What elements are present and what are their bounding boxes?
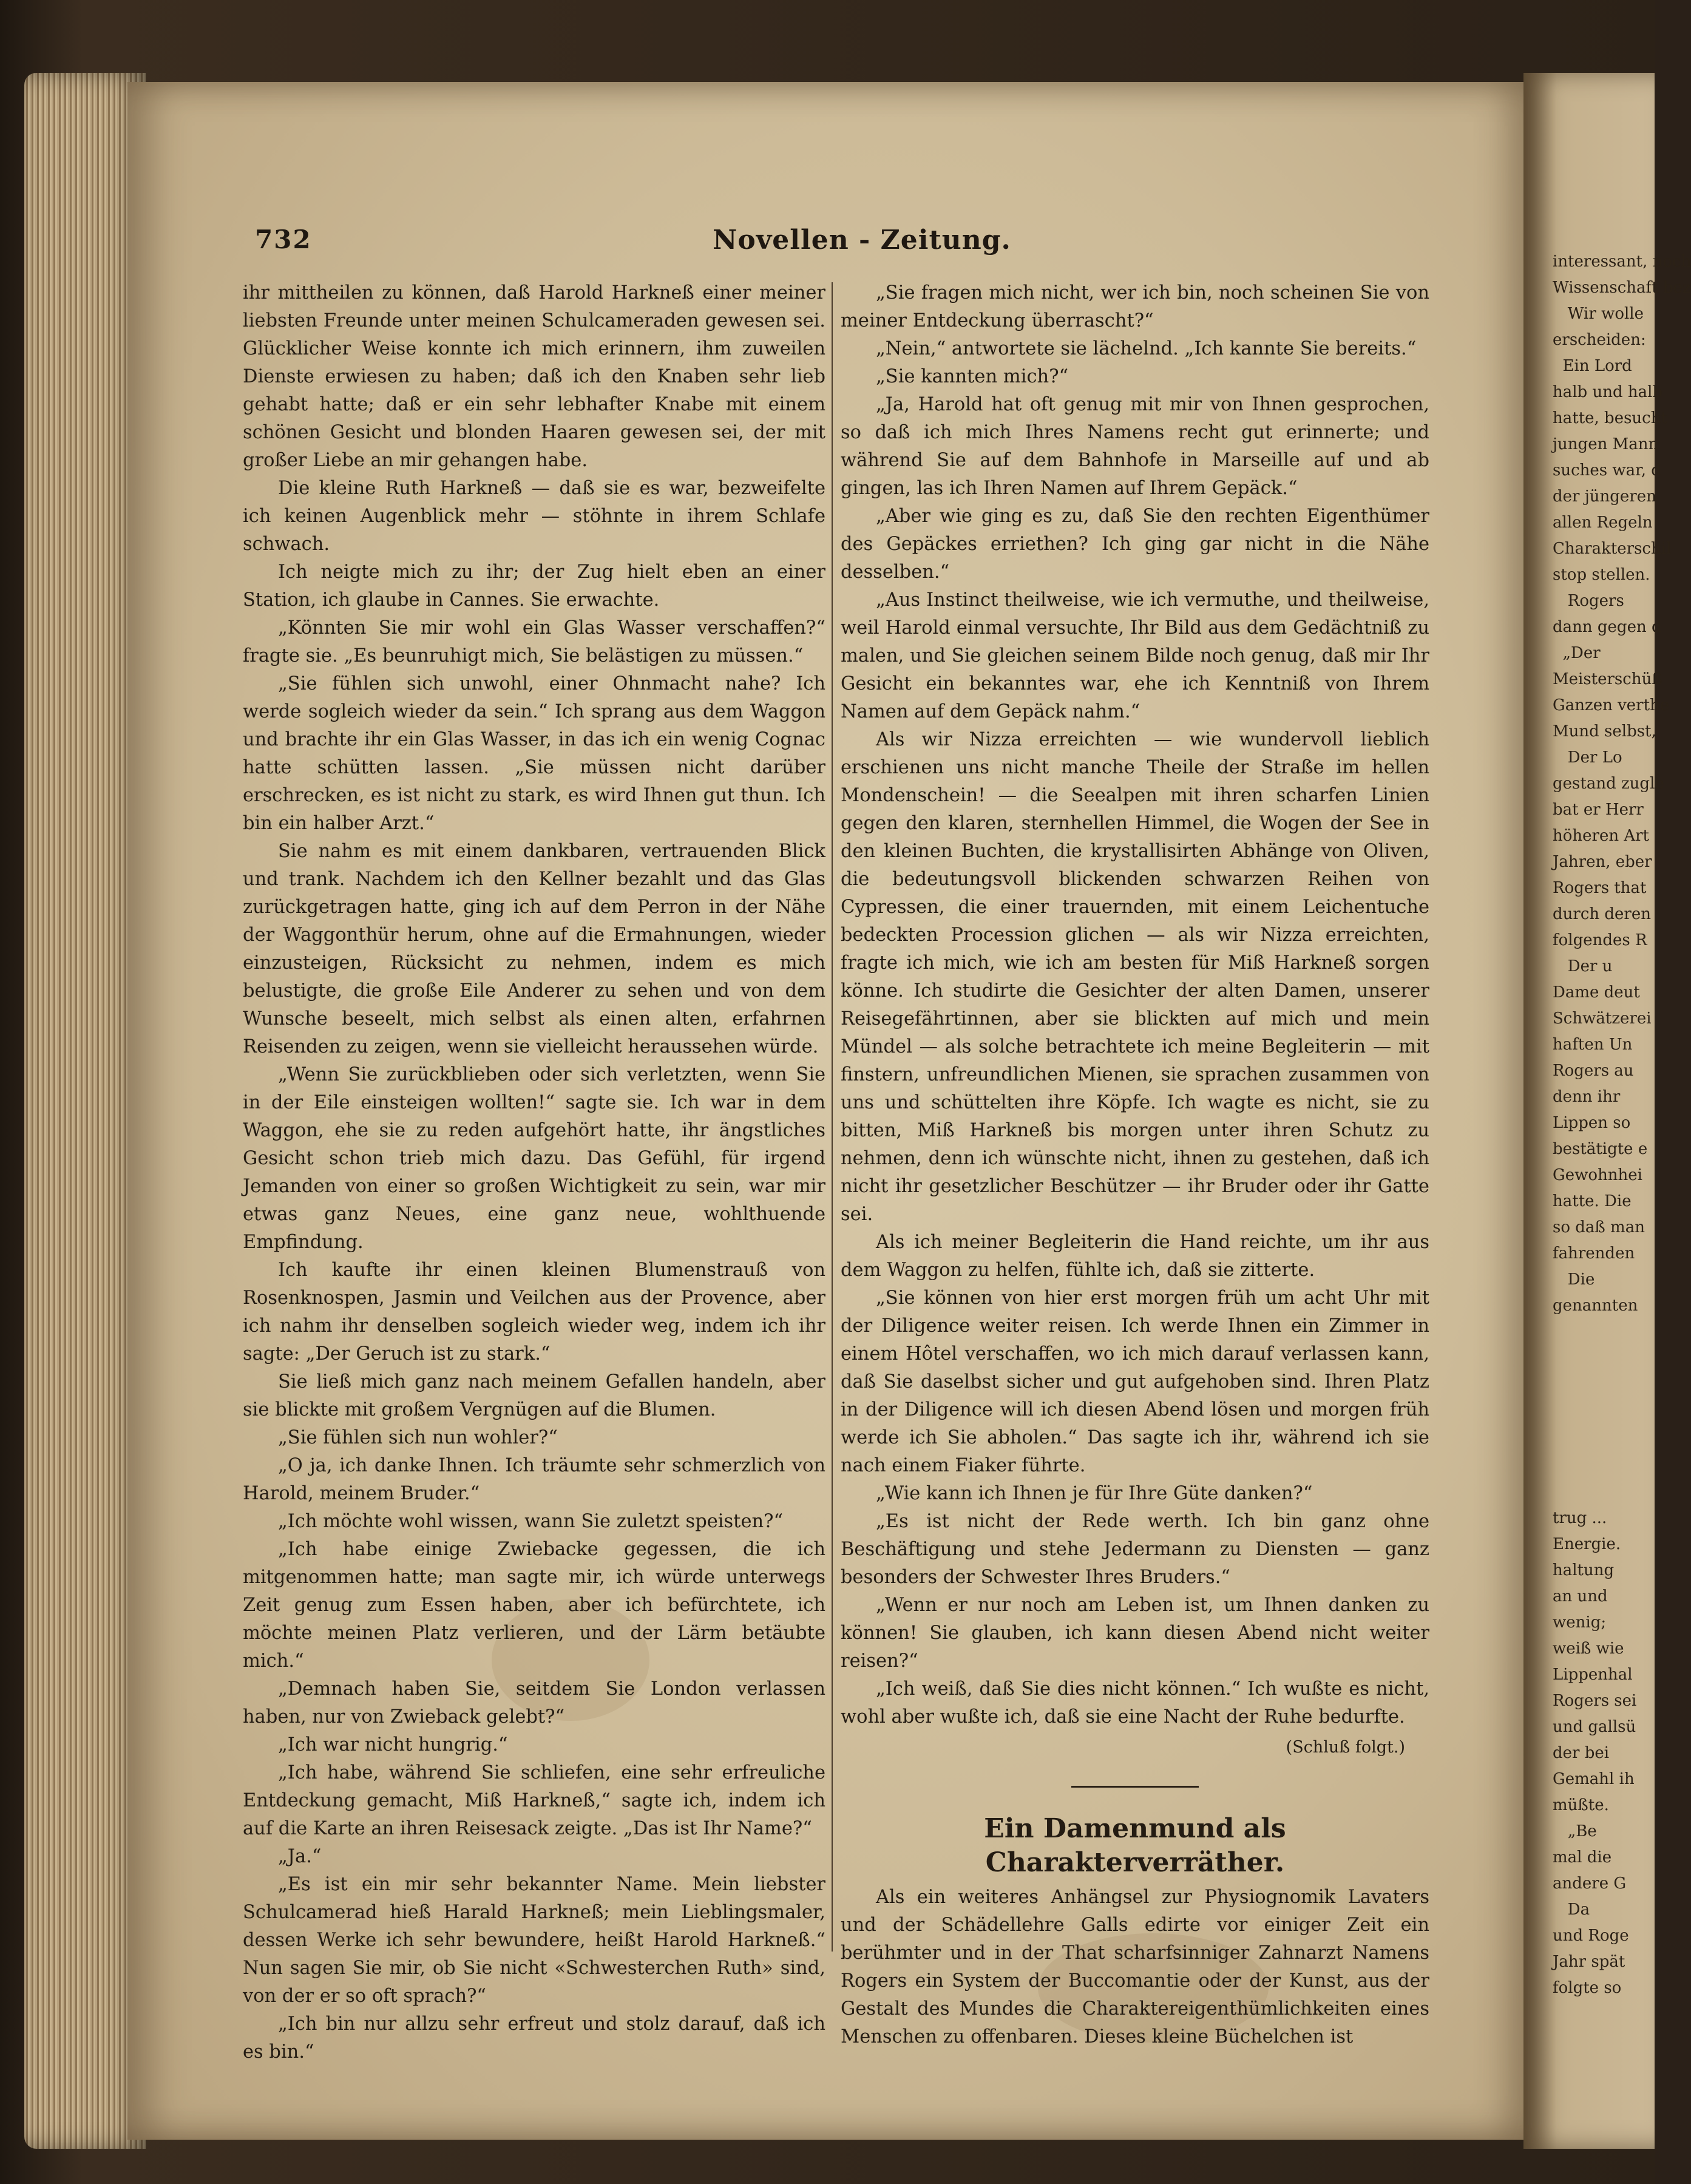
next-page-text-top: interessant, noch Wissenschaft bez Wir wolle erscheiden: Ein Lord halb und halb hatte, besucht jungen Mann suches war, d der jüngeren allen Regeln Charakterschil stop stellen. Rogers dann gegen d „Der Meisterschüß Ganzen verthe Mund selbst, Der Lo gestand zugle bat er Herr höheren Art Jahren, eber Rogers that durch deren folgendes R Der u Dame deut Schwätzerei haften Un Rogers au denn ihr Lippen so bestätigte e Gewohnhei hatte. Die so daß man fahrenden Die genannten xyxy=(1553,253,1691,1315)
paragraph: „Sie können von hier erst morgen früh um acht Uhr mit der Diligence weiter reisen. Ich werde Ihnen ein Zimmer in einem Hôtel verschaffen, wo ich mich darauf verlassen kann, daß Sie daselbst sicher und gut aufgehoben sind. Ihren Platz in der Diligence will ich diesen Abend lösen und morgen früh werde ich Sie abholen.“ Das sagte ich ihr, während ich sie nach einem Fiaker führte. xyxy=(841,1287,1429,1476)
next-page-text-bottom: trug ... Energie. haltung an und wenig; weiß wie Lippenhal Rogers sei und gallsü der bei Gemahl ih müßte. „Be mal die andere G Da und Roge Jahr spät folgte so xyxy=(1553,1509,1637,1997)
paragraph: „O ja, ich danke Ihnen. Ich träumte sehr schmerzlich von Harold, meinem Bruder.“ xyxy=(243,1455,825,1504)
paragraph: Ich neigte mich zu ihr; der Zug hielt eben an einer Station, ich glaube in Cannes. Sie erwachte. xyxy=(243,561,825,611)
left-column xyxy=(243,279,825,2066)
paragraph: „Sie fühlen sich nun wohler?“ xyxy=(278,1427,558,1448)
page-number: 732 xyxy=(255,225,312,254)
paragraph: „Könnten Sie mir wohl ein Glas Wasser verschaffen?“ fragte sie. „Es beunruhigt mich, Sie belästigen zu müssen.“ xyxy=(243,617,825,666)
paragraph: „Nein,“ antwortete sie lächelnd. „Ich kannte Sie bereits.“ xyxy=(876,338,1417,359)
paragraph: „Wie kann ich Ihnen je für Ihre Güte danken?“ xyxy=(876,1483,1313,1504)
continued-note: (Schluß folgt.) xyxy=(1286,1738,1405,1757)
paragraph: „Wenn Sie zurückblieben oder sich verletzten, wenn Sie in der Eile einsteigen wollten!“ sagte sie. Ich war in dem Waggon, ehe sie zu reden aufgehört hatte, ihr ängstliches Gesicht schon trieb mich dazu. Das Gefühl, für irgend Jemanden von einer so großen Wichtigkeit zu sein, war mir etwas ganz Neues, eine ganz neue, wohlthuende Empfindung. xyxy=(243,1064,825,1253)
paragraph: „Wenn er nur noch am Leben ist, um Ihnen danken zu können! Sie glauben, ich kann diesen Abend nicht weiter reisen?“ xyxy=(841,1595,1429,1672)
paragraph: ihr mittheilen zu können, daß Harold Harkneß einer meiner liebsten Freunde unter meinen Schulcameraden gewesen sei. Glücklicher Weise konnte ich mich erinnern, ihm zuweilen Dienste erwiesen zu haben; daß ich den Knaben sehr lieb gehabt hatte; daß er ein sehr lebhafter Knabe mit einem schönen Gesicht und blonden Haaren gewesen sei, der mit großer Liebe an mir gehangen habe. xyxy=(243,282,825,471)
paragraph: „Aus Instinct theilweise, wie ich vermuthe, und theilweise, weil Harold einmal versuchte, Ihr Bild aus dem Gedächtniß zu malen, und Sie gleichen seinem Bilde noch genug, daß mir Ihr Gesicht ein bekanntes war, ehe ich Kenntniß von Ihrem Namen auf dem Gepäck nahm.“ xyxy=(841,589,1429,722)
paragraph: „Sie kannten mich?“ xyxy=(876,366,1069,387)
paragraph: „Sie fühlen sich unwohl, einer Ohnmacht nahe? Ich werde sogleich wieder da sein.“ Ich sprang aus dem Waggon und brachte ihr ein Glas Wasser, in das ich ein wenig Cognac hatte schütten lassen. „Sie müssen nicht darüber erschrecken, es ist nicht zu stark, es wird Ihnen gut thun. Ich bin ein halber Arzt.“ xyxy=(243,673,825,834)
paragraph: „Ich habe einige Zwiebacke gegessen, die ich mitgenommen hatte; man sagte mir, ich würde unterwegs Zeit genug zum Essen haben, aber ich befürchtete, ich möchte meinen Platz verlieren, und der Lärm betäubte mich.“ xyxy=(243,1539,825,1672)
paragraph: Die kleine Ruth Harkneß — daß sie es war, bezweifelte ich keinen Augenblick mehr — stöhnte in ihrem Schlafe schwach. xyxy=(243,478,825,555)
paragraph: „Demnach haben Sie, seitdem Sie London verlassen haben, nur von Zwieback gelebt?“ xyxy=(243,1678,825,1728)
section-title: Ein Damenmund als Charakterverräther. xyxy=(984,1813,1286,1878)
story-continuation xyxy=(841,279,1429,1731)
paragraph: „Ich war nicht hungrig.“ xyxy=(278,1734,508,1755)
next-page-edge xyxy=(1523,73,1691,2149)
paragraph: Ich kaufte ihr einen kleinen Blumenstrauß von Rosenknospen, Jasmin und Veilchen aus der Provence, aber ich nahm ihr denselben sogleich wieder weg, indem ich ihr sagte: „Der Geruch ist zu stark.“ xyxy=(243,1260,825,1365)
column-divider xyxy=(832,282,833,1952)
paragraph: „Es ist nicht der Rede werth. Ich bin ganz ohne Beschäftigung und stehe Jedermann zu Diensten — ganz besonders der Schwester Ihres Bruders.“ xyxy=(841,1511,1429,1588)
paragraph: „Es ist ein mir sehr bekannter Name. Mein liebster Schulcamerad hieß Harald Harkneß; mein Lieblingsmaler, dessen Werke ich sehr bewundere, heißt Harold Harkneß.“ Nun sagen Sie mir, ob Sie nicht «Schwesterchen Ruth» sind, von der er so oft sprach?“ xyxy=(243,1874,825,2007)
paragraph: „Sie fragen mich nicht, wer ich bin, noch scheinen Sie von meiner Entdeckung überrascht?“ xyxy=(841,282,1429,331)
paragraph: Sie nahm es mit einem dankbaren, vertrauenden Blick und trank. Nachdem ich den Kellner bezahlt und das Glas zurückgetragen hatte, ging ich auf dem Perron in der Nähe der Waggonthür herum, ohne auf die Ermahnungen, wieder einzusteigen, Rücksicht zu nehmen, indem es mich belustigte, die große Eile Anderer zu sehen und von dem Wunsche beseelt, mich selbst als einen alten, erfahrnen Reisenden zu zeigen, wenn sie vielleicht heraussehen würde. xyxy=(243,841,825,1057)
right-column xyxy=(841,279,1429,2051)
paragraph: Sie ließ mich ganz nach meinem Gefallen handeln, aber sie blickte mit großem Vergnügen auf die Blumen. xyxy=(243,1371,825,1420)
paragraph: „Aber wie ging es zu, daß Sie den rechten Eigenthümer des Gepäckes erriethen? Ich ging gar nicht in die Nähe desselben.“ xyxy=(841,506,1429,583)
paragraph: Als wir Nizza erreichten — wie wundervoll lieblich erschienen uns nicht manche Theile der Straße im hellen Mondenschein! — die Seealpen mit ihren scharfen Linien gegen den klaren, sternhellen Himmel, die Wogen der See in den kleinen Buchten, die krystallisirten Abhänge von Oliven, die bedeutungsvoll blickenden schwarzen Reihen von Cypressen, die einer trauernden, mit einem Leichentuche bedeckten Procession glichen — als wir Nizza erreichten, fragte ich mich, wie ich am besten für Miß Harkneß sorgen könne. Ich studirte die Gesichter der alten Damen, unserer Reisegefährtinnen, aber sie blickten auf mich und mein Mündel — als solche betrachtete ich meine Begleiterin — mit finstern, unfreundlichen Mienen, sie sprachen zusammen von uns und schüttelten ihre Köpfe. Ich wagte es nicht, sie zu bitten, Miß Harkneß bis morgen unter ihren Schutz zu nehmen, denn ich wünschte nicht, ihnen zu gestehen, daß ich nicht ihr gesetzlicher Beschützer — ihr Bruder oder ihr Gatte sei. xyxy=(841,729,1429,1225)
section-separator xyxy=(1071,1786,1199,1788)
paragraph: „Ja.“ xyxy=(278,1846,322,1867)
paragraph: „Ja, Harold hat oft genug mit mir von Ihnen gesprochen, so daß ich mich Ihres Namens recht gut erinnerte; und während Sie auf dem Bahnhofe in Marseille auf und ab gingen, las ich Ihren Namen auf Ihrem Gepäck.“ xyxy=(841,394,1429,499)
paragraph: Als ein weiteres Anhängsel zur Physiognomik Lavaters und der Schädellehre Galls edirte vor einiger Zeit ein berühmter und in der That scharfsinniger Zahnarzt Namens Rogers ein System der Buccomantie oder der Kunst, aus der Gestalt des Mundes die Charaktereigenthümlichkeiten eines Menschen zu offenbaren. Dieses kleine Büchelchen ist xyxy=(841,1887,1429,2047)
paragraph: „Ich möchte wohl wissen, wann Sie zuletzt speisten?“ xyxy=(278,1511,784,1532)
running-title: Novellen - Zeitung. xyxy=(713,225,1011,256)
paragraph: „Ich weiß, daß Sie dies nicht können.“ Ich wußte es nicht, wohl aber wußte ich, daß sie eine Nacht der Ruhe bedurfte. xyxy=(841,1678,1429,1728)
page-header xyxy=(255,225,1457,261)
paragraph: Als ich meiner Begleiterin die Hand reichte, um ihr aus dem Waggon zu helfen, fühlte ich, daß sie zitterte. xyxy=(841,1232,1429,1281)
paragraph: „Ich habe, während Sie schliefen, eine sehr erfreuliche Entdeckung gemacht, Miß Harkneß,“ sagte ich, indem ich auf die Karte an ihren Reisesack zeigte. „Das ist Ihr Name?“ xyxy=(243,1762,825,1839)
section-body xyxy=(841,1884,1429,2051)
paragraph: „Ich bin nur allzu sehr erfreut und stolz darauf, daß ich es bin.“ xyxy=(243,2013,825,2063)
